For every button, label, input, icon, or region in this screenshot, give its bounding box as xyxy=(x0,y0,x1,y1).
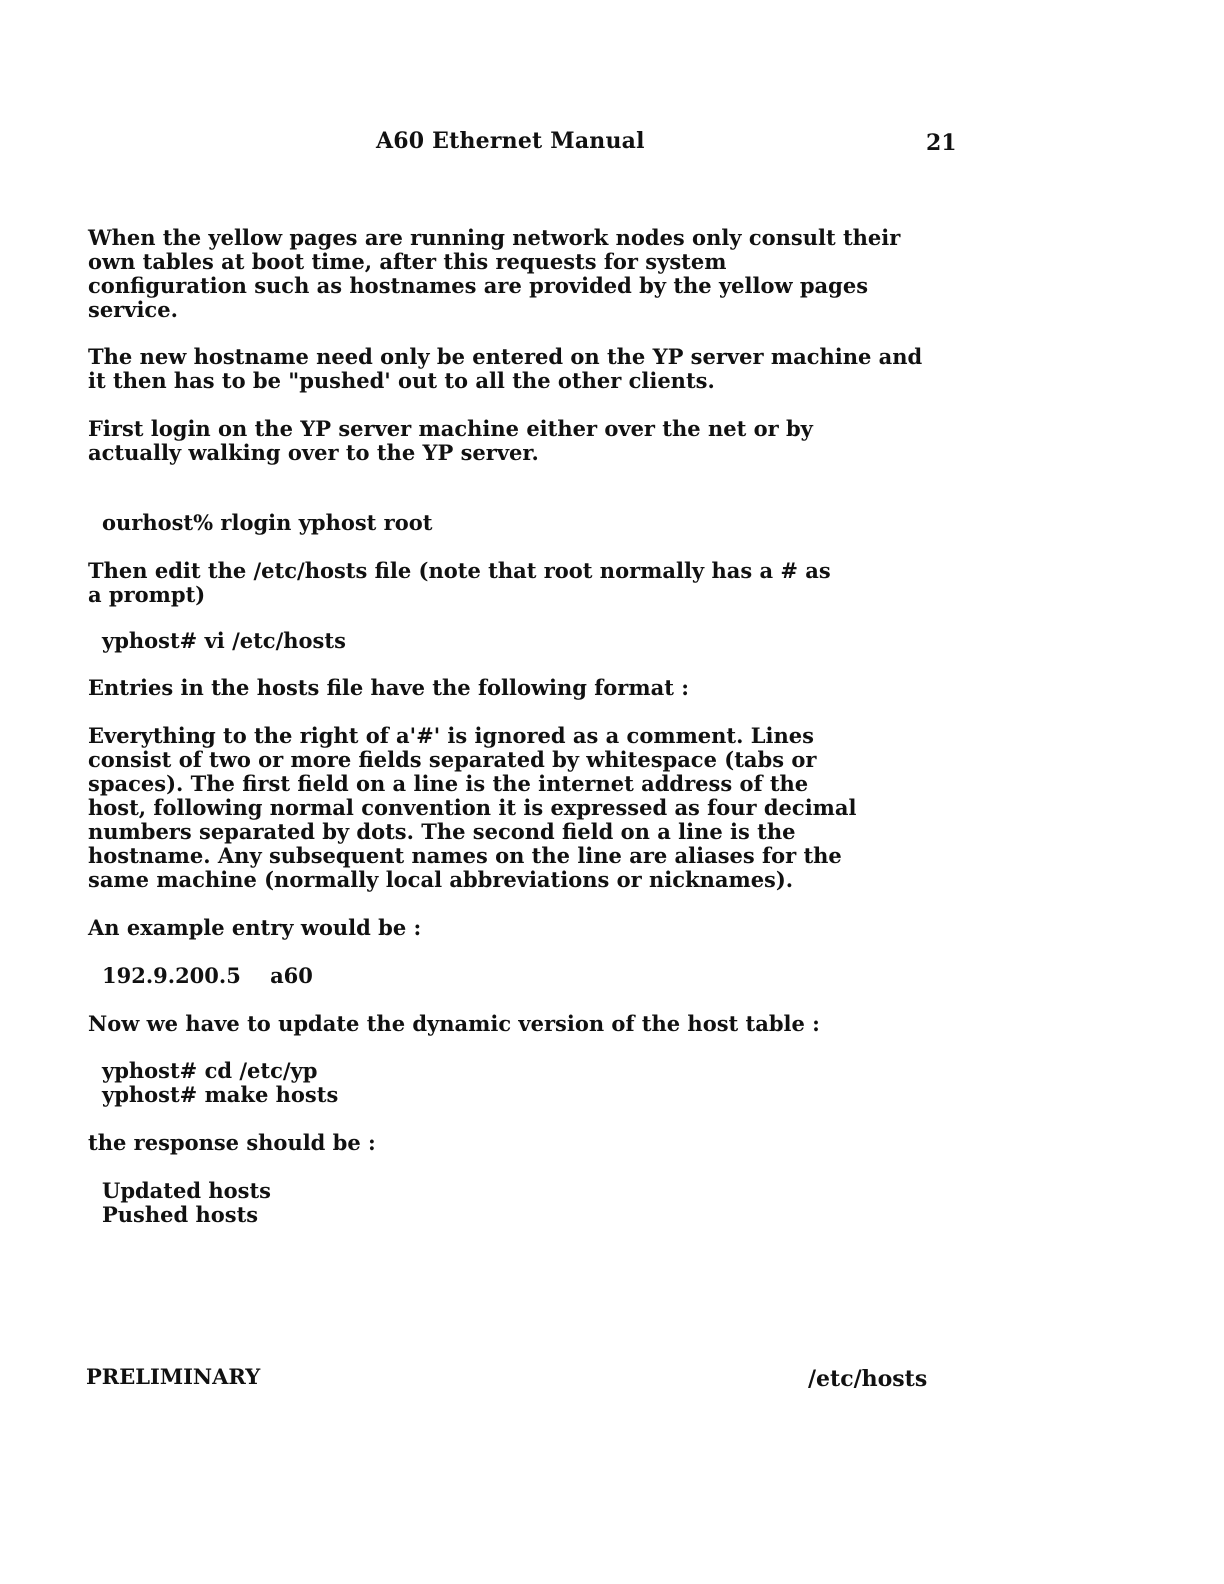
command-rlogin: ourhost% rlogin yphost root xyxy=(102,510,433,535)
paragraph-example-intro: An example entry would be : xyxy=(88,915,422,940)
page-body xyxy=(88,226,1128,1227)
paragraph-response-intro: the response should be : xyxy=(88,1130,376,1155)
page-header-title: A60 Ethernet Manual xyxy=(376,128,645,154)
command-make-hosts: yphost# cd /etc/yp yphost# make hosts xyxy=(102,1058,339,1107)
paragraph-format-description: Everything to the right of a'#' is ignored as a comment. Lines consist of two or more fields separated by whitespace (tabs or spaces). The first field on a line is the internet address of the host, following normal convention it is expressed as four decimal numbers separated by dots. The second field on a line is the hostname. Any subsequent names on the line are aliases for the same machine (normally local abbreviations or nicknames). xyxy=(88,723,857,892)
page-number: 21 xyxy=(926,130,957,156)
command-vi: yphost# vi /etc/hosts xyxy=(102,628,346,653)
response-output: Updated hosts Pushed hosts xyxy=(102,1178,271,1227)
paragraph-update-table: Now we have to update the dynamic version of the host table : xyxy=(88,1011,820,1036)
example-host-entry: 192.9.200.5 a60 xyxy=(102,963,313,988)
paragraph-edit-hosts: Then edit the /etc/hosts file (note that root normally has a # as a prompt) xyxy=(88,558,831,607)
footer-preliminary: PRELIMINARY xyxy=(86,1364,261,1389)
paragraph-yellow-pages: When the yellow pages are running network nodes only consult their own tables at boot time, after this requests for system configuration such as hostnames are provided by the yellow pages service. xyxy=(88,225,901,322)
footer-section-name: /etc/hosts xyxy=(808,1366,928,1392)
paragraph-first-login: First login on the YP server machine either over the net or by actually walking over to the YP server. xyxy=(88,416,813,465)
paragraph-entries-format: Entries in the hosts file have the following format : xyxy=(88,675,689,700)
paragraph-new-hostname: The new hostname need only be entered on the YP server machine and it then has to be "pushed' out to all the other clients. xyxy=(88,344,923,393)
